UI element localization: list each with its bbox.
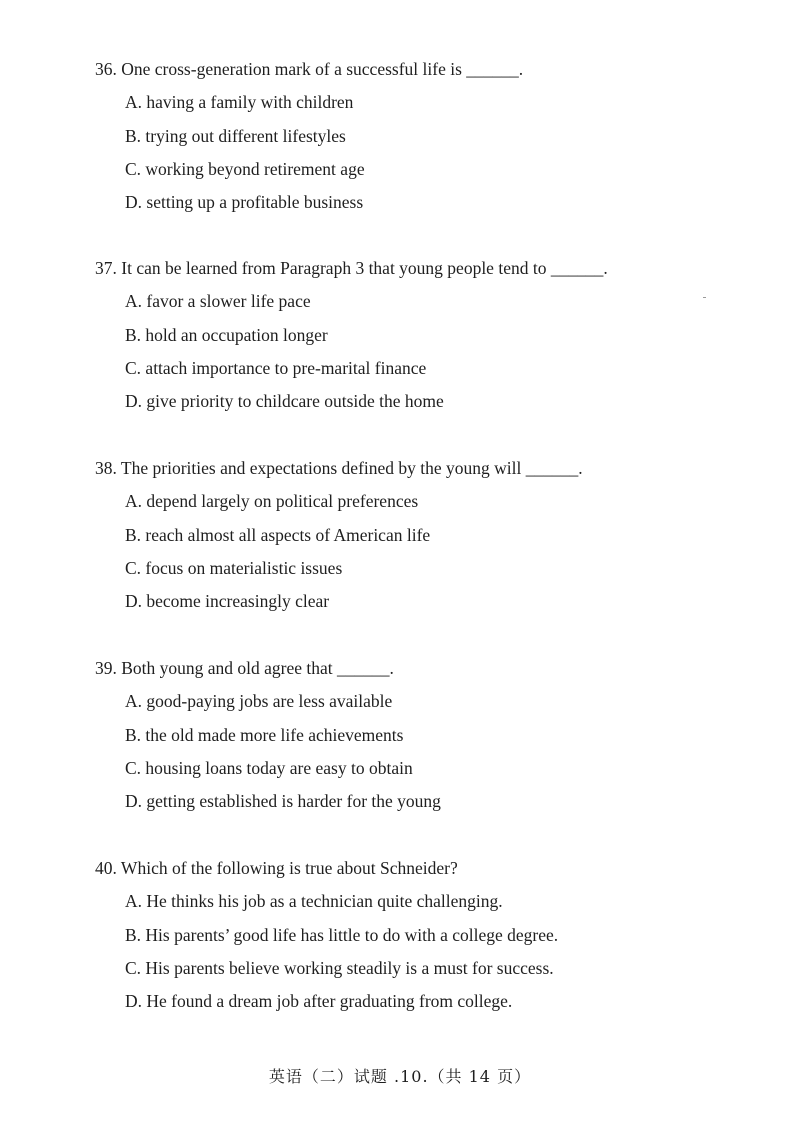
question-stem: 39. Both young and old agree that ______.	[95, 658, 394, 678]
option-a: A. good-paying jobs are less available	[125, 691, 393, 712]
option-a: A. depend largely on political preferences	[125, 491, 419, 512]
option-b: B. hold an occupation longer	[125, 324, 328, 345]
option-a: A. favor a slower life pace	[125, 291, 311, 312]
scan-speck	[703, 297, 706, 298]
option-b: B. reach almost all aspects of American life	[125, 524, 431, 545]
option-a: A. He thinks his job as a technician quite challenging.	[125, 891, 503, 912]
option-d: D. give priority to childcare outside the home	[125, 391, 444, 412]
option-d: D. become increasingly clear	[125, 591, 330, 612]
option-list	[95, 890, 755, 1012]
question-stem: 38. The priorities and expectations defined by the young will ______.	[95, 458, 583, 478]
question-37	[95, 257, 755, 412]
option-b: B. His parents’ good life has little to do with a college degree.	[125, 924, 559, 945]
option-list	[95, 290, 755, 412]
option-d: D. He found a dream job after graduating from college.	[125, 991, 513, 1012]
question-39	[95, 657, 755, 812]
option-a: A. having a family with children	[125, 92, 354, 113]
option-c: C. working beyond retirement age	[125, 158, 365, 179]
option-list	[95, 490, 755, 612]
option-d: D. setting up a profitable business	[125, 192, 364, 213]
question-stem: 36. One cross-generation mark of a successful life is ______.	[95, 59, 524, 79]
option-c: C. His parents believe working steadily is a must for success.	[125, 957, 554, 978]
option-list	[95, 690, 755, 812]
option-c: C. focus on materialistic issues	[125, 557, 343, 578]
option-b: B. trying out different lifestyles	[125, 125, 346, 146]
question-stem: 40. Which of the following is true about Schneider?	[95, 858, 458, 878]
option-b: B. the old made more life achievements	[125, 724, 404, 745]
option-d: D. getting established is harder for the young	[125, 791, 441, 812]
question-36	[95, 58, 755, 213]
option-c: C. attach importance to pre-marital finance	[125, 357, 427, 378]
question-40	[95, 857, 755, 1012]
option-list	[95, 91, 755, 213]
option-c: C. housing loans today are easy to obtain	[125, 757, 413, 778]
question-stem: 37. It can be learned from Paragraph 3 that young people tend to ______.	[95, 258, 608, 278]
page-footer: 英语（二）试题 .10.（共 14 页）	[268, 1067, 532, 1086]
question-38	[95, 457, 755, 612]
